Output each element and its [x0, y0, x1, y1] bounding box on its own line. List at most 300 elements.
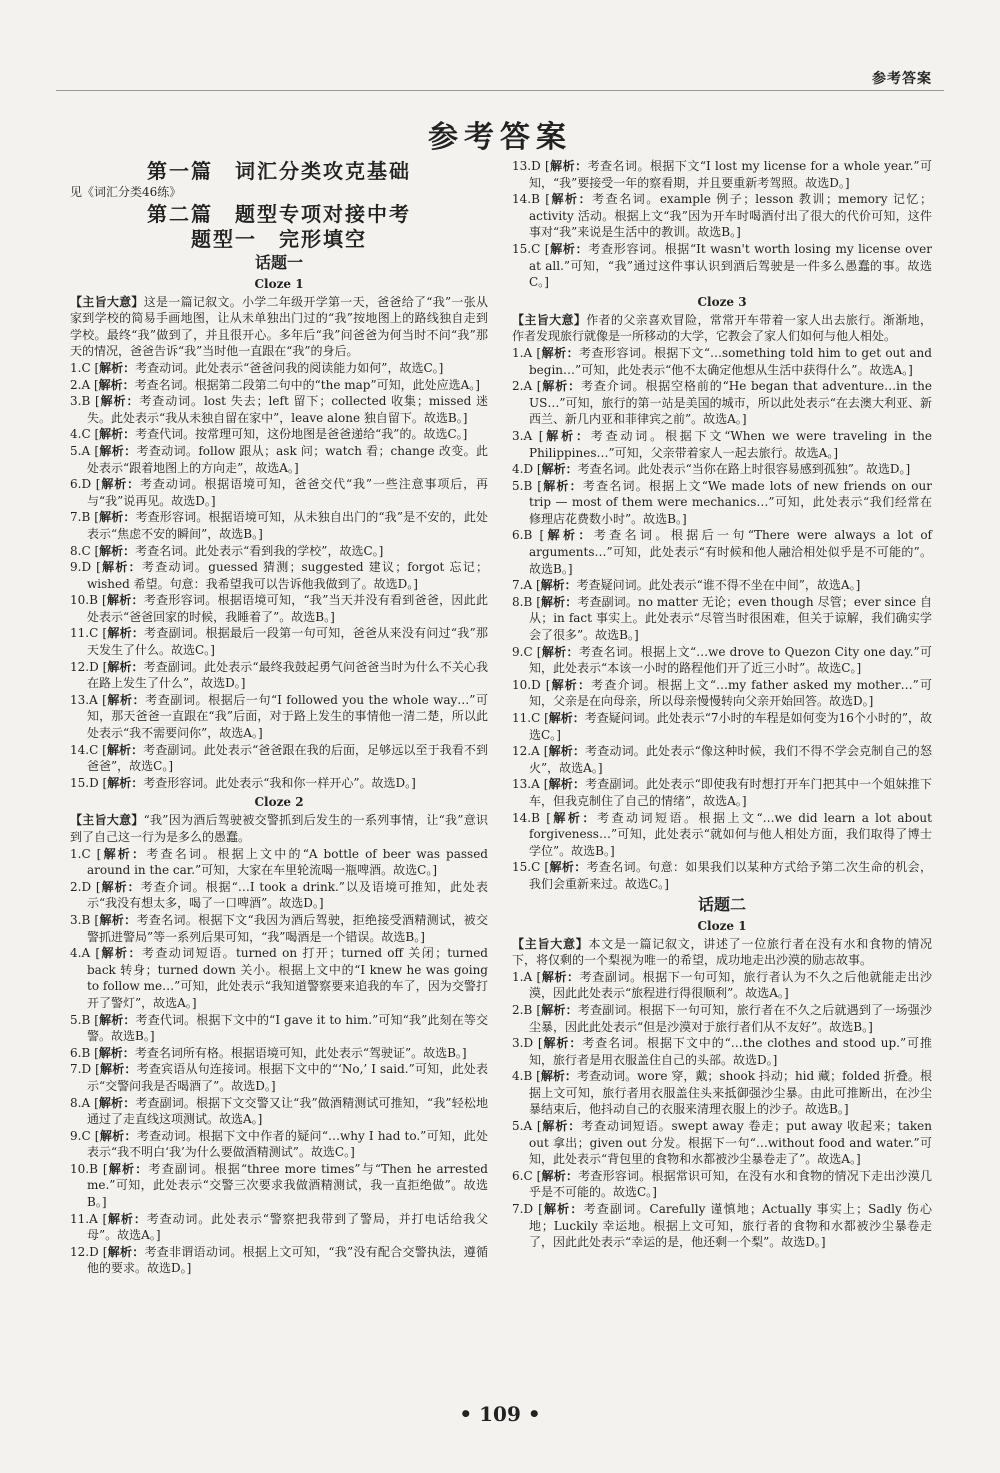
answer-number: 7.D [70, 1062, 92, 1077]
answer-explanation: 考查动词。lost 失去；left 留下；collected 收集；missed 迷失。此处表示“我从未独自留在家中”，leave alone 独自留下。故选B。 [87, 394, 488, 425]
answer-item [512, 1068, 932, 1118]
analysis-colon: ： [578, 528, 594, 543]
bracket-close: ] [462, 410, 468, 425]
header-label: 参考答案 [872, 71, 932, 87]
bracket-close: ] [462, 427, 468, 442]
analysis-label: 解析 [541, 644, 567, 659]
answer-item [512, 241, 932, 291]
bracket-open: [ [540, 677, 551, 692]
bracket-open: [ [90, 443, 99, 458]
analysis-label: 解析 [540, 578, 565, 593]
gist-paragraph [512, 936, 932, 969]
answer-explanation: 考查宾语从句连接词。根据下文中的“‘No,’ I said.”可知，此处表示“交警问我是否喝酒了”。故选D。 [87, 1062, 488, 1093]
bracket-close: ] [186, 1261, 192, 1276]
answer-item [70, 1128, 488, 1161]
answer-item [70, 1012, 488, 1045]
bracket-open: [ [90, 394, 100, 409]
answer-item [512, 810, 932, 860]
analysis-colon: ： [128, 946, 142, 961]
analysis-colon: ： [123, 360, 136, 375]
analysis-colon: ： [127, 477, 140, 492]
analysis-label: 解析 [100, 946, 129, 961]
analysis-label: 解析 [99, 543, 124, 558]
part1-note: 见《词汇分类46练》 [70, 185, 182, 199]
analysis-label: 解析 [99, 443, 125, 458]
bracket-open: [ [91, 477, 101, 492]
answer-item [70, 1211, 488, 1244]
answer-number: 14.B [512, 810, 540, 825]
analysis-label: 解析 [107, 1211, 134, 1226]
analysis-label: 解析 [107, 1161, 136, 1176]
cloze-title: Cloze 1 [254, 276, 304, 291]
answer-item [70, 742, 488, 775]
bracket-open: [ [540, 860, 550, 875]
answer-item [512, 776, 932, 809]
answer-list [70, 360, 488, 791]
analysis-label: 解析 [106, 742, 132, 757]
answer-item [70, 393, 488, 426]
answer-number: 7.D [512, 1202, 534, 1217]
answer-item [512, 158, 932, 191]
bracket-close: ] [461, 1045, 467, 1060]
analysis-colon: ： [568, 1119, 582, 1134]
gist-label: 【主旨大意】 [512, 312, 587, 327]
bracket-open: [ [90, 846, 102, 861]
analysis-label: 解析 [549, 159, 576, 173]
analysis-label: 解析 [541, 969, 568, 984]
answer-item [512, 644, 932, 677]
bracket-open: [ [540, 159, 550, 173]
answer-list [70, 846, 488, 1277]
analysis-label: 解析 [98, 1045, 123, 1060]
right-column [512, 158, 932, 1251]
answer-item [70, 509, 488, 542]
analysis-label: 解析 [542, 1036, 570, 1051]
analysis-colon: ： [566, 644, 579, 659]
analysis-label: 解析 [99, 394, 127, 409]
answer-item [512, 743, 932, 776]
answer-explanation: 考查形容词。根据语境可知，“我”当天并没有看到爸爸，因此此处表示“爸爸回家的时候，我睡着了”。故选B。 [87, 593, 488, 624]
analysis-colon: ： [567, 969, 580, 984]
bracket-close: ] [597, 760, 603, 775]
bracket-open: [ [91, 560, 101, 575]
gist-text: “我”因为酒后驾驶被交警抓到后发生的一系列事情，让“我”意识到了自己这一行为是多么的愚蠢。 [70, 813, 488, 844]
answer-explanation: 考查代词。按常理可知，这份地图是爸爸递给“我”的。故选C。 [135, 427, 463, 442]
bracket-open: [ [97, 1211, 108, 1226]
analysis-label: 解析 [541, 1119, 569, 1134]
bracket-close: ] [240, 676, 246, 691]
bracket-open: [ [532, 428, 544, 443]
answer-number: 2.A [512, 379, 533, 394]
bracket-open: [ [532, 478, 542, 493]
gist-text: 这是一篇记叙文。小学二年级开学第一天，爸爸给了“我”一张从家到学校的简易手画地图，让从未单独出门过的“我”按地图上的路线独自走到学校。最终“我”做到了，并且很开心。多年后“我”问爸爸为何当时不问“我”那天的情况，爸爸告诉“我”当时他一直跟在“我”的身后。 [70, 294, 488, 359]
analysis-label: 解析 [100, 560, 129, 575]
answer-item [70, 625, 488, 658]
analysis-colon: ： [569, 478, 583, 493]
answer-explanation: 考查副词。此处表示“爸爸跟在我的后面，足够远以至于我看不到爸爸”，故选C。 [87, 742, 488, 774]
analysis-colon: ： [572, 744, 586, 759]
answer-explanation: 考查名词。此处表示“看到我的学校”，故选C。 [135, 543, 379, 558]
answer-item [70, 692, 488, 742]
analysis-label: 解析 [541, 1168, 566, 1183]
page-number: • 109 • [459, 1402, 541, 1426]
bracket-open: [ [532, 1002, 541, 1017]
analysis-label: 解析 [98, 510, 124, 525]
answer-number: 6.B [70, 1045, 91, 1060]
answer-explanation: 考查副词。Carefully 谨慎地；Actually 事实上；Sadly 伤心地；Luckily 幸运地。根据上文可知，旅行者的食物和水都被沙尘暴卷走了，因此此处表示“幸运的是，他还剩一个梨”。故选D。 [529, 1202, 932, 1250]
answer-explanation: 考查名词。根据下文中的“…the clothes and stood up.”可推知，旅行者是用衣服盖住自己的头部。故选D。 [529, 1036, 932, 1067]
answer-item [512, 378, 932, 428]
answer-number: 3.A [512, 428, 533, 443]
analysis-colon: ： [124, 1128, 137, 1143]
answer-explanation: 考查副词。根据最后一段第一句可知，爸爸从来没有问过“我”那天发生了什么。故选C。 [87, 626, 488, 658]
answer-explanation: 考查动词。此处表示“爸爸问我的阅读能力如何”，故选C。 [135, 360, 439, 375]
gist-paragraph [512, 312, 932, 345]
answer-explanation: 考查动词。根据下文中作者的疑问“…why I had to.”可知，此处表示“我不明白‘我’为什么要做酒精测试”。故选C。 [87, 1128, 488, 1160]
bracket-open: [ [98, 626, 108, 641]
bracket-close: ] [438, 360, 444, 375]
bracket-open: [ [539, 192, 550, 207]
bracket-open: [ [90, 543, 100, 558]
answer-explanation: 考查名词。此处表示“当你在路上时很容易感到孤独”。故选D。 [577, 462, 906, 477]
bracket-close: ] [330, 609, 335, 624]
answer-item [70, 945, 488, 1011]
analysis-label: 解析 [107, 775, 132, 790]
answer-explanation: 考查名词。根据上文“…we drove to Quezon City one day.”可知，此处表示“本该一小时的路程他们开了近三小时”。故选C。 [529, 644, 932, 676]
answer-number: 12.A [512, 744, 540, 759]
answer-list [512, 969, 932, 1251]
answer-explanation: 考查动词短语。turned on 打开；turned off 关闭；turned back 转身；turned down 关小。根据上文中的“I knew he was going to follow me…”可知，此处表示“我知道警察要来追我的车了，因为交警打开了警灯”，故选A。 [87, 946, 488, 1010]
analysis-colon: ： [565, 1168, 579, 1183]
answer-list [512, 345, 932, 893]
answer-item [512, 710, 932, 743]
bracket-close: ] [432, 863, 438, 878]
answer-number: 12.D [70, 1244, 99, 1259]
answer-number: 11.C [512, 711, 541, 725]
bracket-close: ] [413, 576, 418, 591]
bracket-close: ] [652, 1185, 657, 1200]
analysis-label: 解析 [99, 427, 124, 442]
bracket-close: ] [741, 412, 747, 427]
page-title: 参考答案 [428, 120, 572, 155]
analysis-colon: ： [123, 427, 136, 442]
answer-item [512, 428, 932, 461]
answer-number: 8.C [70, 543, 91, 558]
bracket-close: ] [772, 1052, 778, 1067]
analysis-label: 解析 [99, 912, 125, 927]
analysis-colon: ： [565, 1002, 578, 1017]
answer-explanation: 考查副词。根据后一句“I followed you the whole way…”可知，那天爸爸一直跟在“我”后面，对于路上发生的事情他一清二楚，所以此处表示“我不需要问你”，故选A。 [87, 692, 488, 741]
analysis-colon: ： [577, 677, 592, 692]
bracket-open: [ [98, 775, 108, 790]
analysis-colon: ： [564, 578, 577, 593]
analysis-colon: ： [124, 1062, 137, 1077]
answer-explanation: 考查动词。根据语境可知，爸爸交代“我”一些注意事项后，再与“我”说再见。故选D。 [87, 477, 488, 508]
bracket-open: [ [91, 1062, 100, 1077]
bracket-open: [ [539, 810, 551, 825]
answer-explanation: 考查介词。根据空格前的“He began that adventure…in the US…”可知，旅行的第一站是美国的城市，所以此处表示“在去澳大利亚、新西兰、新几内亚和菲律宾之前”。故选A。 [529, 379, 932, 427]
bracket-open: [ [532, 528, 545, 543]
answer-explanation: 考查疑问词。此处表示“谁不得不坐在中间”，故选A。 [576, 578, 856, 593]
answer-item [70, 775, 488, 792]
answer-item [70, 1061, 488, 1094]
bracket-close: ] [191, 995, 197, 1010]
analysis-label: 解析 [540, 1069, 565, 1084]
analysis-colon: ： [575, 241, 589, 256]
bracket-open: [ [97, 593, 107, 608]
topic2-title: 话题二 [697, 894, 746, 914]
analysis-label: 解析 [544, 528, 579, 543]
bracket-close: ] [633, 628, 639, 643]
bracket-open: [ [532, 1119, 542, 1134]
answer-explanation: 考查动词。guessed 猜测；suggested 建议；forgot 忘记；wished 希望。句意：我希望我可以告诉他我做到了。故选D。 [87, 560, 488, 591]
answer-number: 3.B [70, 394, 91, 409]
bracket-close: ] [350, 1145, 355, 1160]
bracket-close: ] [293, 460, 299, 475]
answer-number: 5.A [70, 443, 91, 458]
answer-item [512, 1168, 932, 1201]
answer-item [512, 1035, 932, 1068]
cloze-title: Cloze 2 [254, 795, 304, 810]
answer-number: 8.B [512, 594, 533, 609]
answer-explanation: 考查副词。no matter 无论；even though 尽管；ever since 自从；in fact 事实上。此处表示“尽管当时很困难，但关于谅解，我们确实学会了很多”。故选B。 [529, 594, 932, 643]
answer-number: 1.C [70, 360, 91, 375]
analysis-colon: ： [122, 377, 135, 392]
bracket-open: [ [539, 777, 549, 792]
analysis-label: 解析 [99, 1128, 125, 1143]
answer-explanation: 考查动词。follow 跟从；ask 问；watch 看；change 改变。此处表示“跟着地图上的方向走”，故选A。 [87, 443, 488, 475]
bracket-close: ] [856, 661, 862, 676]
cloze-title: Cloze 3 [697, 294, 747, 309]
bracket-open: [ [98, 1244, 108, 1259]
answer-explanation: 考查名词。根据下文“I lost my license for a whole year.”可知，“我”要接受一年的察看期，并且要重新考驾照。故选D。 [529, 159, 932, 190]
bracket-close: ] [868, 1019, 873, 1034]
answer-number: 7.B [70, 510, 91, 525]
answer-explanation: 考查形容词。根据常识可知，在没有水和食物的情况下走出沙漠几乎是不可能的。故选C。 [529, 1168, 932, 1200]
answer-number: 1.C [70, 846, 91, 861]
answer-number: 10.B [70, 593, 98, 608]
answer-explanation: 考查副词。此处表示“最终我鼓起勇气问爸爸当时为什么不关心我在路上发生了什么”，故选D。 [87, 659, 488, 691]
analysis-label: 解析 [107, 659, 132, 674]
answer-explanation: 考查疑问词。此处表示“7小时的车程是如何变为16个小时的”，故选C。 [529, 711, 932, 742]
bracket-close: ] [833, 445, 838, 460]
bracket-open: [ [532, 969, 542, 984]
answer-number: 8.A [70, 1095, 91, 1110]
analysis-colon: ： [123, 1095, 136, 1110]
bracket-open: [ [98, 659, 108, 674]
answer-item [512, 1201, 932, 1251]
bracket-close: ] [270, 1078, 276, 1093]
answer-number: 12.D [70, 659, 99, 674]
analysis-label: 解析 [98, 1012, 124, 1027]
analysis-label: 解析 [99, 360, 124, 375]
answer-number: 10.B [70, 1161, 98, 1176]
answer-number: 4.D [512, 462, 534, 477]
analysis-label: 解析 [541, 345, 567, 360]
bracket-open: [ [539, 744, 549, 759]
answer-item [70, 559, 488, 592]
answer-explanation: 考查非谓语动词。根据上文可知，“我”没有配合交警执法，遵循他的要求。故选D。 [87, 1244, 488, 1276]
bracket-close: ] [905, 462, 911, 477]
answer-list [512, 158, 932, 291]
analysis-label: 解析 [543, 428, 576, 443]
cloze-title: Cloze 1 [697, 918, 747, 933]
answer-item [70, 443, 488, 476]
bracket-close: ] [318, 896, 324, 911]
analysis-colon: ： [565, 462, 578, 477]
analysis-colon: ： [582, 810, 597, 825]
answer-explanation: 考查代词。根据下文中的“I gave it to him.”可知“我”此刻在等交警。故选B。 [87, 1012, 488, 1044]
answer-number: 6.C [512, 1168, 533, 1183]
bracket-open: [ [540, 711, 549, 725]
bracket-close: ] [736, 225, 741, 240]
gist-label: 【主旨大意】 [70, 813, 144, 828]
analysis-label: 解析 [541, 379, 569, 394]
answer-number: 4.C [70, 427, 91, 442]
analysis-colon: ： [122, 1045, 135, 1060]
answer-number: 9.C [512, 644, 533, 659]
analysis-label: 解析 [541, 462, 566, 477]
bracket-close: ] [567, 561, 573, 576]
answer-number: 9.C [70, 1128, 91, 1143]
bracket-close: ] [855, 1152, 861, 1167]
analysis-label: 解析 [99, 1062, 125, 1077]
bracket-open: [ [532, 578, 541, 593]
answer-number: 2.A [70, 377, 91, 392]
answer-explanation: 考查动词。此处表示“警察把我带到了警局，并打电话给我父母”。故选A。 [87, 1211, 488, 1243]
bracket-close: ] [868, 694, 874, 709]
answer-number: 1.A [512, 969, 533, 984]
answer-number: 4.A [70, 946, 91, 961]
answer-explanation: 考查动词。此处表示“像这种时候，我们不得不学会克制自己的怒火”，故选A。 [529, 744, 932, 775]
analysis-colon: ： [131, 742, 144, 757]
analysis-label: 解析 [100, 477, 128, 492]
answer-item [512, 594, 932, 644]
answer-item [70, 543, 488, 560]
bracket-close: ] [544, 275, 549, 290]
bracket-open: [ [90, 360, 100, 375]
answer-explanation: 考查副词。此处表示“即使我有时想打开车门把其中一个姐妹推下车，但我克制住了自己的情绪”，故选A。 [529, 777, 932, 808]
bracket-open: [ [97, 692, 107, 707]
gist-paragraph [70, 812, 488, 845]
type-title: 题型一 完形填空 [191, 226, 367, 251]
answer-item [70, 659, 488, 692]
answer-item [70, 360, 488, 377]
analysis-colon: ： [123, 543, 136, 558]
bracket-open: [ [91, 879, 101, 894]
answer-item [70, 912, 488, 945]
analysis-label: 解析 [100, 879, 128, 894]
bracket-close: ] [475, 377, 480, 392]
bracket-open: [ [90, 377, 99, 392]
bracket-open: [ [540, 241, 550, 256]
analysis-label: 解析 [550, 677, 578, 692]
analysis-colon: ： [570, 1202, 584, 1217]
bracket-open: [ [90, 1012, 99, 1027]
analysis-colon: ： [135, 1161, 149, 1176]
answer-number: 4.B [512, 1069, 533, 1084]
analysis-label: 解析 [541, 1002, 566, 1017]
analysis-colon: ： [572, 711, 585, 725]
gist-paragraph [70, 294, 488, 360]
answer-number: 5.B [70, 1012, 91, 1027]
analysis-colon: ： [564, 1069, 577, 1084]
answer-explanation: 考查动词。wore 穿，戴；shook 抖动；hid 藏；folded 折叠。根据上文可知，旅行者用衣服盖住头来抵御强沙尘暴。由此可推断出，在沙尘暴结束后，他抖动自己的衣服来清理衣服上的沙子。故选B。 [529, 1069, 932, 1117]
bracket-open: [ [90, 427, 100, 442]
bracket-close: ] [741, 793, 747, 808]
answer-item [512, 191, 932, 241]
analysis-colon: ： [128, 560, 142, 575]
analysis-colon: ： [131, 593, 144, 608]
answer-number: 14.B [512, 192, 540, 207]
analysis-label: 解析 [540, 594, 566, 609]
bracket-close: ] [149, 1029, 155, 1044]
analysis-colon: ： [572, 777, 586, 792]
analysis-colon: ： [127, 879, 141, 894]
bracket-open: [ [533, 1036, 543, 1051]
answer-item [512, 478, 932, 528]
bracket-close: ] [609, 843, 615, 858]
gist-text: 作者的父亲喜欢冒险，常常开车带着一家人出去旅行。渐渐地，作者发现旅行就像是一所移动的大学，它教会了家人们如何与他人相处。 [512, 312, 932, 344]
answer-explanation: 考查介词。根据上文“…my father asked my mother…”可知，父亲是在向母亲，所以母亲慢慢转向父亲开始回答。故选D。 [529, 677, 932, 709]
answer-item [70, 592, 488, 625]
answer-explanation: 考查名词。根据上文“We made lots of new friends on our trip — most of them were mechanics…”可知，此处表示“我们经常在修理店花费数小时”。故选B。 [529, 478, 932, 526]
bracket-close: ] [664, 876, 669, 891]
analysis-colon: ： [131, 775, 144, 790]
bracket-close: ] [855, 578, 861, 593]
bracket-close: ] [168, 759, 174, 774]
answer-number: 13.D [512, 159, 541, 173]
analysis-colon: ： [131, 659, 144, 674]
answer-item [70, 476, 488, 509]
analysis-colon: ： [124, 912, 137, 927]
answer-explanation: 考查副词。根据下文交警又让“我”做酒精测试可推知，“我”轻松地通过了走直线这项测试。故选A。 [87, 1095, 488, 1127]
bracket-close: ] [411, 775, 416, 790]
bracket-open: [ [532, 1069, 541, 1084]
part2-title: 第二篇 题型专项对接中考 [147, 201, 411, 226]
bracket-close: ] [783, 986, 789, 1001]
analysis-label: 解析 [107, 1244, 133, 1259]
analysis-label: 解析 [542, 478, 570, 493]
bracket-open: [ [532, 379, 542, 394]
answer-number: 13.A [70, 692, 98, 707]
answer-explanation: 考查形容词。根据“It wasn't worth losing my license over at all.”可知，“我”通过这件事认识到酒后驾驶是一件多么愚蠢的事。故选C。 [529, 241, 932, 290]
analysis-label: 解析 [550, 810, 583, 825]
bracket-open: [ [98, 742, 107, 757]
answer-explanation: 考查名词所有格。根据语境可知，此处表示“驾驶证”。故选B。 [134, 1045, 462, 1060]
bracket-open: [ [533, 1202, 543, 1217]
analysis-label: 解析 [548, 777, 573, 792]
analysis-colon: ： [131, 626, 145, 641]
gist-label: 【主旨大意】 [70, 294, 144, 309]
bracket-open: [ [532, 1168, 542, 1183]
answer-item [512, 461, 932, 478]
answer-number: 11.C [70, 626, 99, 641]
analysis-label: 解析 [106, 593, 132, 608]
answer-explanation: 考查动词。根据下文“When we were traveling in the Philippines…”可知，父亲带着家人一起去旅行。故选A。 [529, 428, 932, 460]
analysis-label: 解析 [548, 711, 573, 725]
answer-item [70, 1045, 488, 1062]
gist-text: 本文是一篇记叙文，讲述了一位旅行者在没有水和食物的情况下，将仅剩的一个梨视为唯一的希望，成功地走出沙漠的励志故事。 [512, 936, 932, 968]
answer-explanation: 考查副词。根据下一句可知，旅行者在不久之后就遇到了一场强沙尘暴，因此此处表示“但是沙漠对于旅行者们从不友好”。故选B。 [529, 1002, 932, 1034]
answer-explanation: 考查名词。根据下文“我因为酒后驾驶，拒绝接受酒精测试，被交警抓进警局”等一系列后果可知，“我”喝酒是一个错误。故选B。 [87, 912, 488, 944]
analysis-label: 解析 [549, 192, 579, 207]
answer-item [70, 1095, 488, 1128]
analysis-colon: ： [568, 379, 581, 394]
answer-item [512, 345, 932, 378]
answer-item [512, 859, 932, 892]
answer-number: 13.A [512, 777, 540, 792]
